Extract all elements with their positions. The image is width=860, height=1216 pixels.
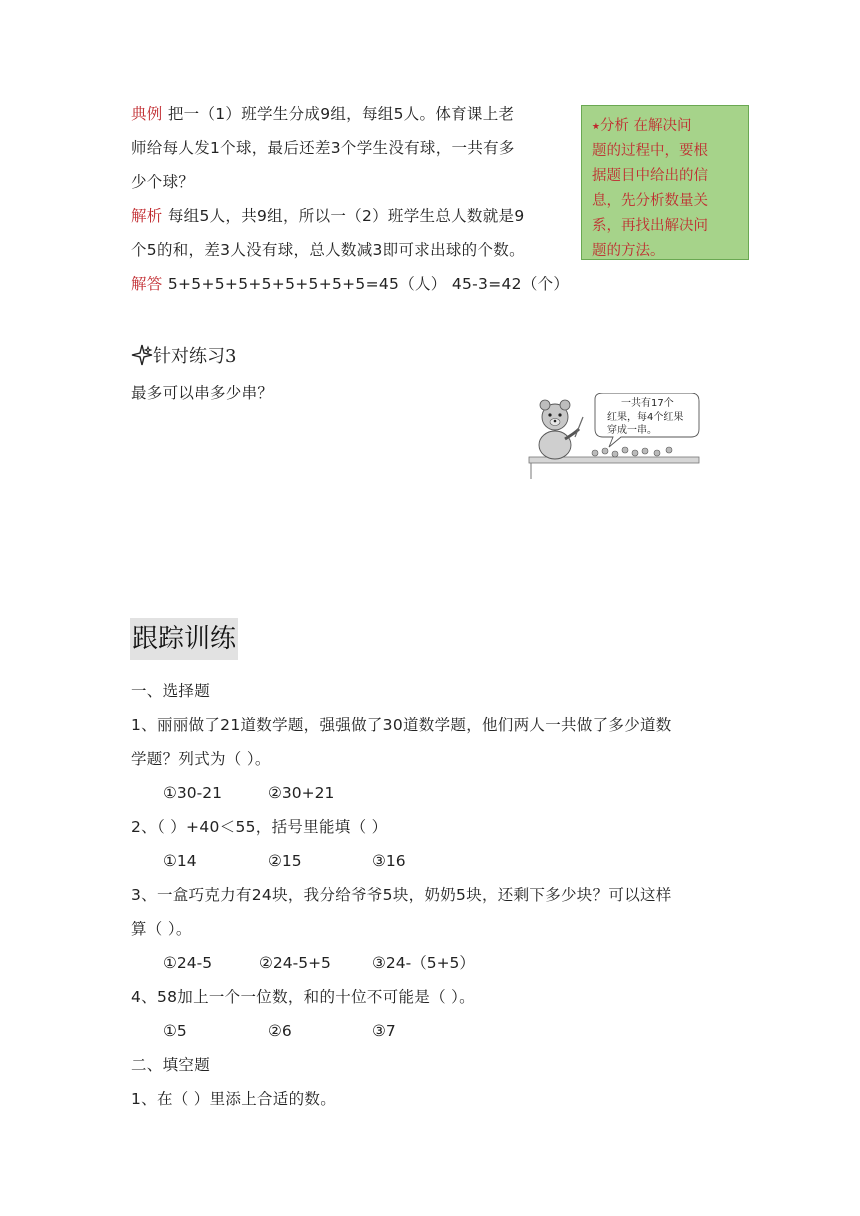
- q2-option-1: ①14: [163, 852, 197, 870]
- practice-heading: [131, 342, 236, 368]
- analysis-line-1: [131, 199, 525, 233]
- q4-option-1: ①5: [163, 1022, 187, 1040]
- section-title: 跟踪训练: [130, 618, 238, 660]
- example-text-3: 少个球？: [131, 173, 195, 191]
- practice-question: 最多可以串多少串？: [131, 384, 274, 402]
- sparkle-icon: [131, 344, 153, 366]
- practice-title: 针对练习3: [153, 346, 237, 367]
- bear-illustration: [525, 393, 703, 481]
- example-tag: 典例: [131, 105, 163, 123]
- q4-option-2: ②6: [268, 1022, 292, 1040]
- fill-q1: 1、在（ ）里添上合适的数。: [131, 1090, 336, 1108]
- q4-option-3: ③7: [372, 1022, 396, 1040]
- q1-line-1: 1、丽丽做了21道数学题，强强做了30道数学题，他们两人一共做了多少道数: [131, 716, 672, 734]
- analysis-line: ⭑分析 在解决问: [592, 118, 692, 134]
- analysis-line: 息，先分析数量关: [592, 193, 708, 209]
- example-text-2: 师给每人发1个球，最后还差3个学生没有球，一共有多: [131, 139, 515, 157]
- jiexi-text-2: 个5的和，差3人没有球，总人数减3即可求出球的个数。: [131, 241, 525, 259]
- analysis-line: 题的方法。: [592, 243, 665, 259]
- q3-option-1: ①24-5: [163, 954, 213, 972]
- bear-fruit-picture: [525, 393, 703, 481]
- q3-option-3: ③24-（5+5）: [372, 954, 475, 972]
- section-choice: 一、选择题: [131, 682, 211, 700]
- analysis-line: 据题目中给出的信: [592, 168, 708, 184]
- bubble-line-1: 一共有17个: [621, 398, 674, 409]
- jieda-tag: 解答: [131, 275, 163, 293]
- jiexi-text-1: 每组5人，共9组，所以一（2）班学生总人数就是9: [167, 207, 525, 225]
- q1-line-2: 学题？列式为（ ）。: [131, 750, 271, 768]
- example-line-1: [131, 97, 514, 131]
- analysis-line: 系，再找出解决问: [592, 218, 708, 234]
- q1-option-2: ②30+21: [268, 784, 335, 802]
- q2-option-2: ②15: [268, 852, 302, 870]
- section-fill: 二、填空题: [131, 1056, 211, 1074]
- answer-line: [131, 267, 569, 301]
- q3-option-2: ②24-5+5: [259, 954, 331, 972]
- q4-line: 4、58加上一个一位数，和的十位不可能是（ ）。: [131, 988, 475, 1006]
- jiexi-tag: 解析: [131, 207, 163, 225]
- bubble-line-2: 红果，每4个红果: [607, 412, 684, 423]
- q1-option-1: ①30-21: [163, 784, 222, 802]
- example-text-1: 把一（1）班学生分成9组，每组5人。体育课上老: [167, 105, 515, 123]
- analysis-box: [581, 105, 749, 260]
- bubble-line-3: 穿成一串。: [607, 425, 657, 436]
- q2-option-3: ③16: [372, 852, 406, 870]
- q2-line: 2、（ ）+40＜55，括号里能填（ ）: [131, 818, 388, 836]
- jieda-text: 5+5+5+5+5+5+5+5+5=45（人） 45-3=42（个）: [167, 275, 570, 293]
- q3-line-1: 3、一盒巧克力有24块，我分给爷爷5块，奶奶5块，还剩下多少块？可以这样: [131, 886, 672, 904]
- analysis-line: 题的过程中，要根: [592, 143, 708, 159]
- q3-line-2: 算（ ）。: [131, 920, 192, 938]
